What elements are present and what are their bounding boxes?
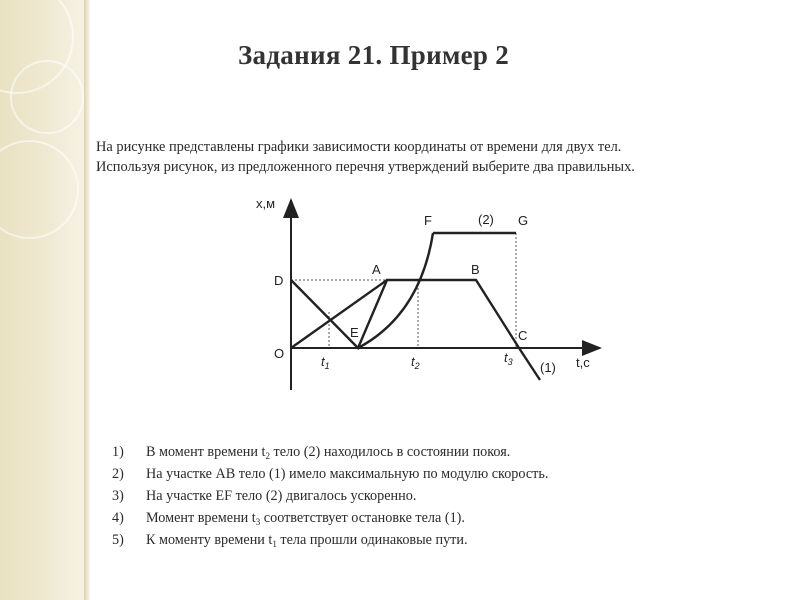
statement-number: 5) — [112, 532, 124, 548]
statement-text-part: тела прошли одинаковые пути. — [276, 532, 468, 548]
statement-subscript: 3 — [255, 517, 261, 527]
time-label-t3-sub: 3 — [507, 357, 513, 367]
side-strip-edge — [84, 0, 90, 600]
body-2-curve-ef — [358, 233, 433, 348]
statement-text — [146, 507, 465, 529]
statement-number: 3) — [112, 488, 124, 504]
statement-item — [112, 463, 772, 485]
intro-line: Используя рисунок, из предложенного перечня утверждений выберите два правильных. — [96, 159, 635, 175]
point-label-b: B — [471, 262, 480, 277]
decorative-circle — [0, 140, 79, 239]
statement-text — [146, 441, 510, 463]
task-intro — [96, 137, 786, 177]
statement-item — [112, 507, 772, 529]
time-label-t3-base: t — [504, 350, 508, 365]
statement-text-part: В момент времени t — [146, 444, 266, 460]
curve-label-body-2: (2) — [478, 212, 494, 227]
statement-text-part: На участке EF тело (2) двигалось ускоренно. — [146, 488, 417, 504]
decorative-circle — [10, 60, 84, 134]
point-label-f: F — [424, 213, 432, 228]
slide-title: Задания 21. Пример 2 — [238, 40, 510, 70]
statement-subscript: 1 — [272, 539, 277, 549]
statement-text — [146, 485, 416, 507]
statement-number: 2) — [112, 466, 124, 482]
intro-line: На рисунке представлены графики зависимости координаты от времени для двух тел. — [96, 139, 622, 155]
time-label-t3 — [504, 350, 513, 367]
coordinate-time-graph — [250, 190, 610, 410]
y-axis-label: x,м — [256, 196, 276, 211]
point-label-g: G — [518, 213, 529, 228]
statement-item — [112, 529, 772, 551]
time-label-t1-sub: 1 — [324, 361, 330, 371]
statements-list — [112, 441, 772, 551]
point-label-c: C — [518, 328, 528, 343]
statement-text — [146, 529, 468, 551]
time-label-t1 — [321, 354, 330, 371]
statement-text-part: Момент времени t — [146, 510, 256, 526]
point-label-e: E — [350, 325, 359, 340]
point-label-origin: O — [274, 346, 285, 361]
statement-text-part: тело (2) находилось в состоянии покоя. — [269, 444, 511, 460]
statement-text-part: На участке АВ тело (1) имело максимальную по модулю скорость. — [146, 466, 549, 482]
point-label-a: A — [372, 262, 381, 277]
time-label-t2-base: t — [411, 354, 415, 369]
statement-subscript: 2 — [265, 451, 270, 461]
time-label-t1-base: t — [321, 354, 325, 369]
statement-text-part: К моменту времени t — [146, 532, 273, 548]
point-label-d: D — [274, 273, 284, 288]
statement-text-part: соответствует остановке тела (1). — [260, 510, 465, 526]
time-label-t2 — [411, 354, 420, 371]
curve-label-body-1: (1) — [540, 360, 556, 375]
statement-number: 1) — [112, 444, 124, 460]
statement-number: 4) — [112, 510, 124, 526]
decorative-side-strip — [0, 0, 84, 600]
x-axis-label: t,c — [576, 355, 590, 370]
statement-text — [146, 463, 548, 485]
statement-item — [112, 441, 772, 463]
statement-item — [112, 485, 772, 507]
time-label-t2-sub: 2 — [414, 361, 420, 371]
